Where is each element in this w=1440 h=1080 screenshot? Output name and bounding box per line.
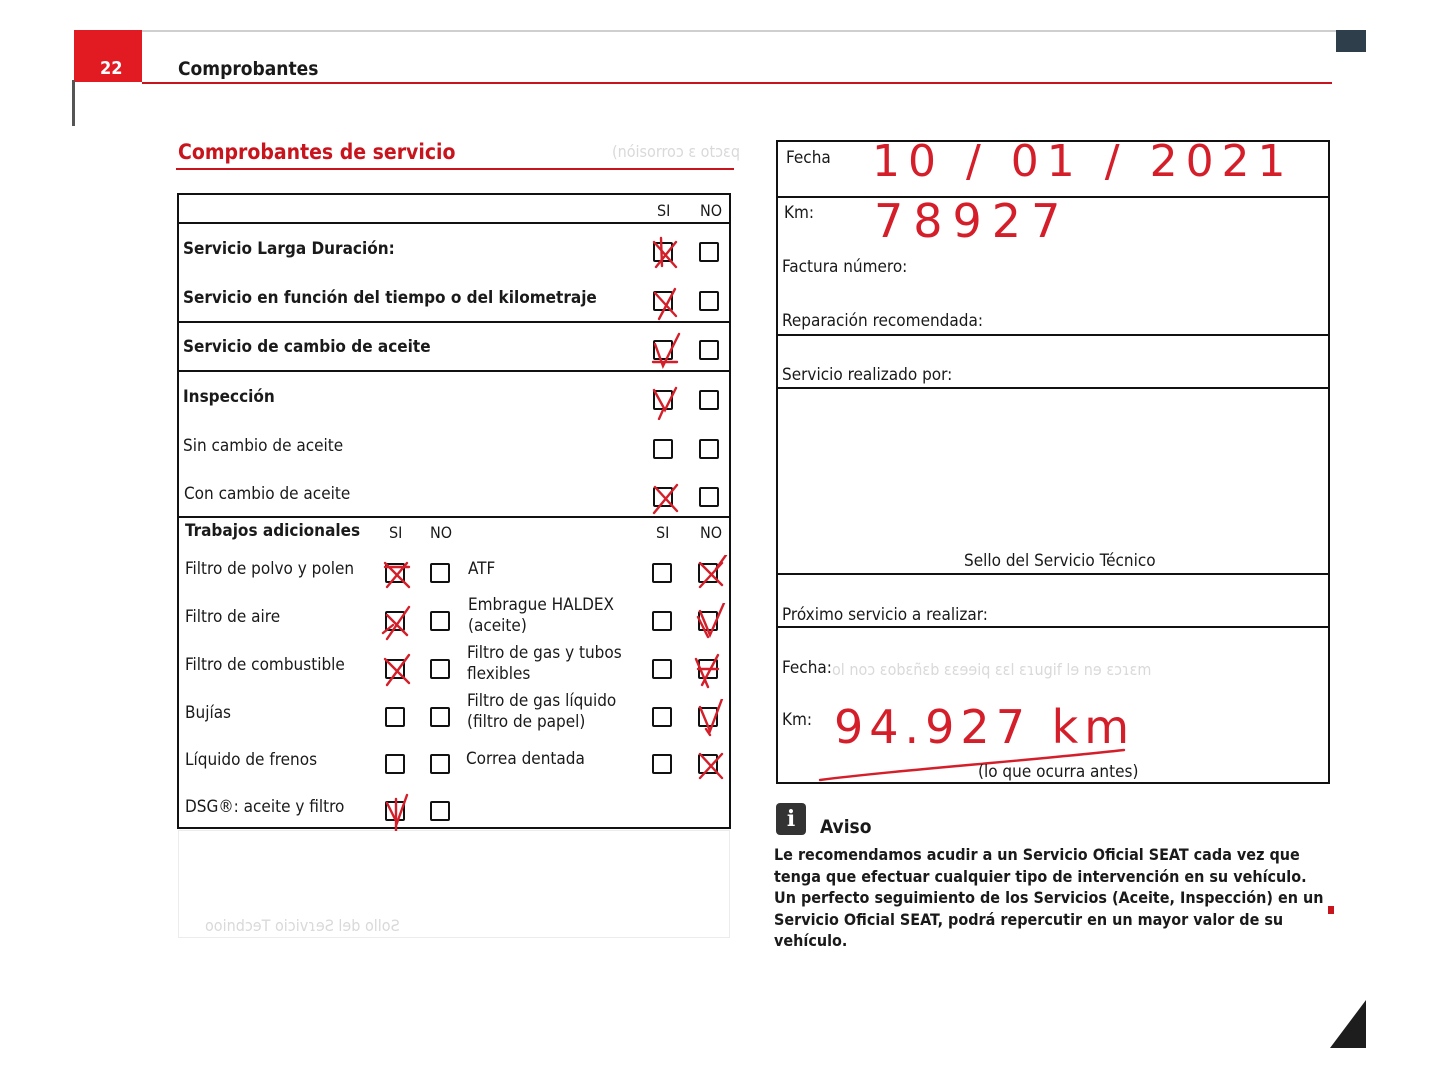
row-divider <box>179 222 729 224</box>
checkbox-si[interactable] <box>652 563 672 583</box>
service-label: Inspección <box>183 387 275 407</box>
continuation-marker <box>1328 906 1334 914</box>
checkbox-si[interactable] <box>652 659 672 679</box>
bleed-through-text: ooindɔɘT oiɔivɿɘƧ lɘb olloƧ <box>205 916 400 935</box>
service-label: Con cambio de aceite <box>184 484 351 504</box>
fecha-value[interactable]: 10 / 01 / 2021 <box>872 136 1294 187</box>
service-checklist <box>177 193 731 829</box>
checkmark-icon <box>649 479 683 517</box>
checkmark-icon <box>694 603 728 641</box>
checkbox-si[interactable] <box>385 563 405 583</box>
extra-label: DSG®: aceite y filtro <box>185 797 345 817</box>
checkmark-icon <box>694 555 728 593</box>
section-header: Comprobantes <box>178 58 319 80</box>
checkmark-icon <box>649 332 683 370</box>
checkbox-no[interactable] <box>430 611 450 631</box>
col-si-header: SI <box>389 523 403 542</box>
checkbox-no[interactable] <box>698 611 718 631</box>
aviso-text: Le recomendamos acudir a un Servicio Oficial SEAT cada vez que tenga que efectuar cualquier tipo de intervención en su vehículo. Un perfecto seguimiento de los Servicios (Aceite, Inspección) en un Servicio Oficial SEAT, podrá repercutir en un mayor valor de su vehículo. <box>774 845 1324 950</box>
extra-label: Embrague HALDEX (aceite) <box>468 595 615 636</box>
row-divider <box>179 321 729 323</box>
service-record-form <box>776 136 1330 784</box>
checkbox-si[interactable] <box>653 340 673 360</box>
page-number: 22 <box>100 58 123 79</box>
checkbox-no[interactable] <box>430 801 450 821</box>
checkbox-si[interactable] <box>652 611 672 631</box>
extra-label: Líquido de frenos <box>185 750 318 770</box>
row-divider <box>778 626 1328 628</box>
checkmark-icon <box>381 651 415 689</box>
reparacion-label: Reparación recomendada: <box>782 311 983 331</box>
checkbox-no[interactable] <box>430 707 450 727</box>
page-edge <box>74 30 1336 32</box>
checkbox-no[interactable] <box>699 291 719 311</box>
checkbox-si[interactable] <box>385 801 405 821</box>
checkbox-si[interactable] <box>385 707 405 727</box>
checkbox-no[interactable] <box>698 659 718 679</box>
row-divider <box>179 370 729 372</box>
checkbox-si[interactable] <box>652 754 672 774</box>
binder-corner-top <box>1336 30 1366 52</box>
proximo-label: Próximo servicio a realizar: <box>782 605 988 625</box>
next-fecha-label: Fecha: <box>782 658 832 678</box>
extra-label: Filtro de polvo y polen <box>185 559 355 579</box>
extra-label: Filtro de gas líquido (filtro de papel) <box>467 691 617 732</box>
checkmark-icon <box>649 382 683 420</box>
checkmark-icon <box>649 283 683 321</box>
row-divider <box>179 516 729 518</box>
col-no-header: NO <box>430 523 453 542</box>
factura-label: Factura número: <box>782 257 908 277</box>
service-label: Servicio Larga Duración: <box>183 239 395 259</box>
aviso-title: Aviso <box>820 816 872 838</box>
checkbox-si[interactable] <box>385 611 405 631</box>
bleed-through-text: (nóisorroɔ ɛ otɔɛq <box>612 142 740 161</box>
checkbox-si[interactable] <box>653 439 673 459</box>
page-title: Comprobantes de servicio <box>178 140 456 164</box>
sello-label: Sello del Servicio Técnico <box>964 551 1156 571</box>
checkbox-si[interactable] <box>653 242 673 262</box>
checkbox-si[interactable] <box>385 659 405 679</box>
col-no-header: NO <box>700 201 723 220</box>
info-icon: i <box>776 803 806 835</box>
checkbox-no[interactable] <box>430 754 450 774</box>
checkmark-icon <box>381 555 415 593</box>
col-si-header: SI <box>656 523 670 542</box>
header-rule <box>142 82 1332 84</box>
row-divider <box>778 387 1328 389</box>
checkbox-si[interactable] <box>652 707 672 727</box>
bleed-through-text: ol noɔ ɛobɛñɛb ɛɛɘɘiq ɛɛl ɛɿugif lɘ nɘ ɛɔɿɛm <box>832 660 1152 679</box>
extra-label: Filtro de aire <box>185 607 281 627</box>
lo-que-ocurra-note: (lo que ocurra antes) <box>978 762 1139 782</box>
extra-label: Correa dentada <box>466 749 585 769</box>
checkbox-no[interactable] <box>430 563 450 583</box>
checkbox-no[interactable] <box>699 242 719 262</box>
checkbox-no[interactable] <box>698 707 718 727</box>
service-label: Sin cambio de aceite <box>183 436 344 456</box>
fecha-label: Fecha <box>786 148 831 168</box>
checkbox-no[interactable] <box>698 754 718 774</box>
extra-label: Filtro de combustible <box>185 655 345 675</box>
row-divider <box>778 334 1328 336</box>
next-km-value[interactable]: 94.927 km <box>834 700 1136 754</box>
extra-label: ATF <box>468 559 496 579</box>
checkmark-icon <box>694 699 728 737</box>
checkbox-no[interactable] <box>430 659 450 679</box>
checkmark-icon <box>694 746 728 784</box>
binder-corner-bottom <box>1330 1000 1366 1048</box>
checkmark-icon <box>694 651 728 689</box>
checkbox-no[interactable] <box>699 390 719 410</box>
km-value[interactable]: 78927 <box>874 194 1071 248</box>
extras-title: Trabajos adicionales <box>185 521 361 541</box>
checkbox-si[interactable] <box>653 487 673 507</box>
title-rule <box>176 168 734 170</box>
extra-label: Bujías <box>185 703 232 723</box>
checkbox-no[interactable] <box>699 439 719 459</box>
service-label: Servicio en función del tiempo o del kilometraje <box>183 288 597 308</box>
service-label: Servicio de cambio de aceite <box>183 337 431 357</box>
checkmark-icon <box>381 603 415 641</box>
checkbox-no[interactable] <box>699 340 719 360</box>
row-divider <box>778 573 1328 575</box>
checkmark-icon <box>381 793 415 831</box>
km-label: Km: <box>784 203 815 223</box>
checkbox-si[interactable] <box>653 291 673 311</box>
col-no-header: NO <box>700 523 723 542</box>
servicio-por-label: Servicio realizado por: <box>782 365 953 385</box>
col-si-header: SI <box>657 201 671 220</box>
next-km-label: Km: <box>782 710 813 730</box>
checkbox-no[interactable] <box>699 487 719 507</box>
checkbox-si[interactable] <box>385 754 405 774</box>
checkbox-si[interactable] <box>653 390 673 410</box>
checkbox-no[interactable] <box>698 563 718 583</box>
extra-label: Filtro de gas y tubos flexibles <box>467 643 622 684</box>
checkmark-icon <box>649 234 683 272</box>
page-edge-left <box>72 80 75 126</box>
